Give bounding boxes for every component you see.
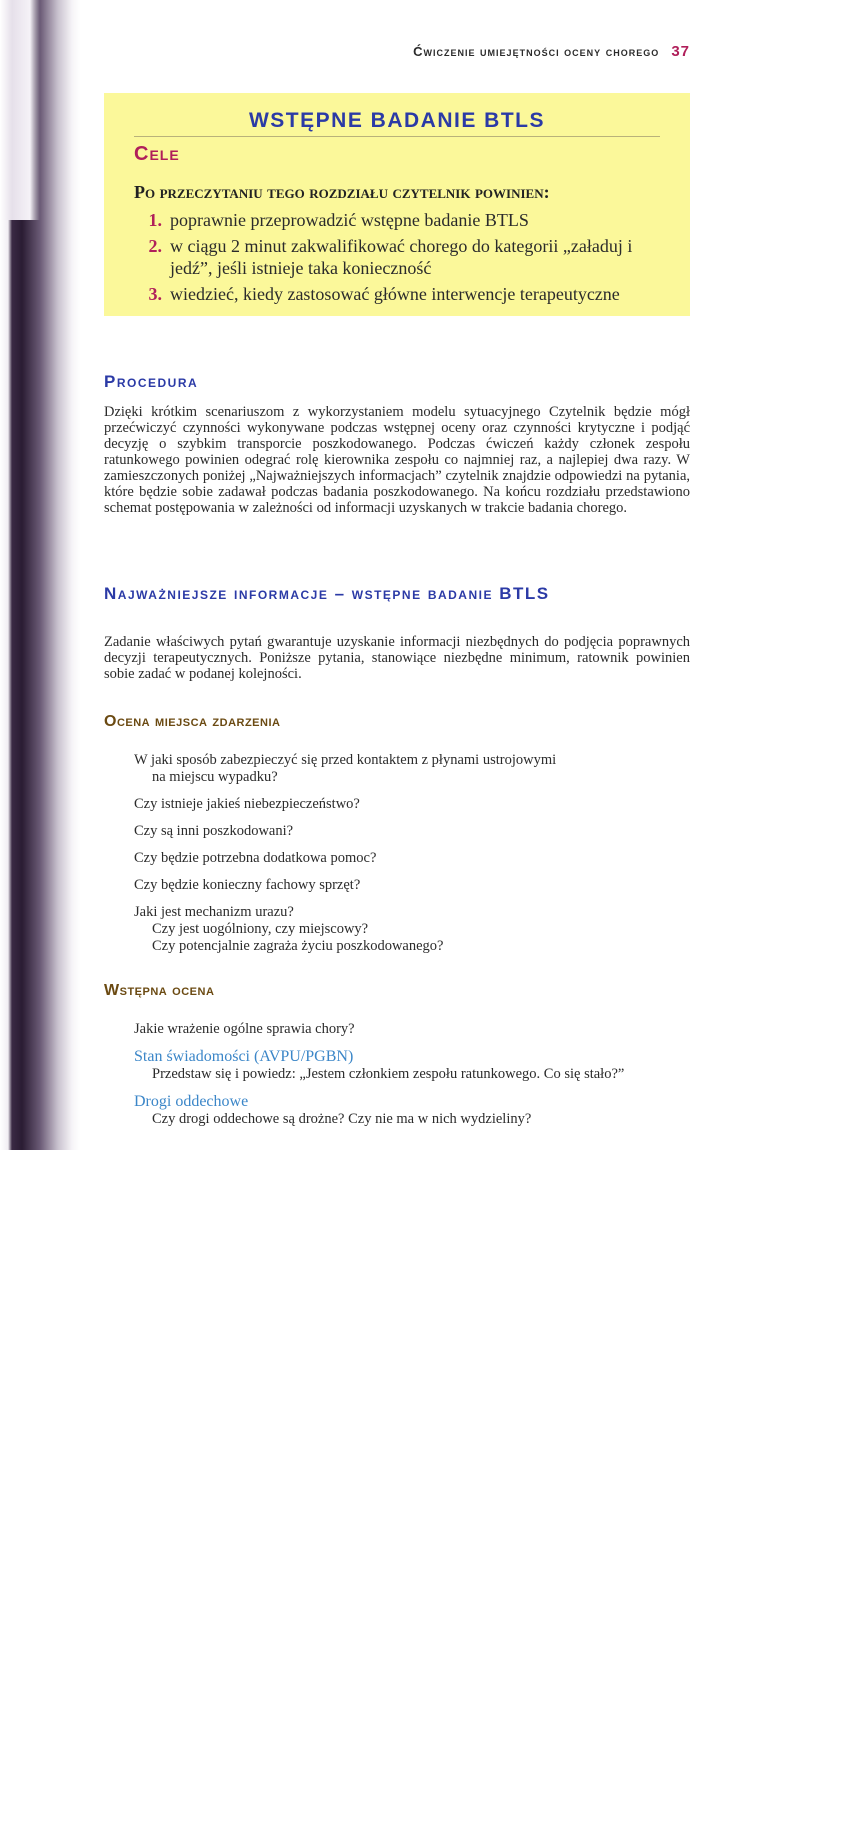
objective-text: wiedzieć, kiedy zastosować główne interwencje terapeutyczne bbox=[170, 284, 620, 304]
question-text-cont: na miejscu wypadku? bbox=[152, 769, 278, 785]
question-item: Czy istnieje jakieś niebezpieczeństwo? bbox=[134, 796, 360, 812]
question-subtext: Czy drogi oddechowe są drożne? Czy nie ma w nich wydzieliny? bbox=[152, 1111, 532, 1127]
objective-text: w ciągu 2 minut zakwalifikować chorego do kategorii „załaduj i jedź”, jeśli istnieje taka konieczność bbox=[170, 236, 633, 278]
objectives-list bbox=[134, 209, 660, 305]
subsection-label: Stan świadomości (AVPU/PGBN) bbox=[134, 1048, 354, 1065]
najwazniejsze-body: Zadanie właściwych pytań gwarantuje uzyskanie informacji niezbędnych do podjęcia poprawnych decyzji terapeutycznych. Poniższe pytania, stanowiące niezbędne minimum, ratownik powinien sobie zadać w podanej kolejności. bbox=[104, 634, 690, 682]
question-item: Czy będzie potrzebna dodatkowa pomoc? bbox=[134, 850, 377, 866]
subsection-label: Drogi oddechowe bbox=[134, 1093, 249, 1110]
question-subtext: Czy jest uogólniony, czy miejscowy? bbox=[152, 921, 369, 937]
question-subtext: Przedstaw się i powiedz: „Jestem członkiem zespołu ratunkowego. Co się stało?” bbox=[152, 1066, 625, 1082]
running-head bbox=[300, 43, 690, 60]
ocena-miejsca-heading: Ocena miejsca zdarzenia bbox=[104, 713, 281, 730]
objective-item bbox=[134, 235, 660, 279]
procedura-body: Dzięki krótkim scenariuszom z wykorzystaniem modelu sytuacyjnego Czytelnik będzie mógł przećwiczyć czynności wykonywane podczas wstępnej oceny oraz czynności krytyczne i podjąć decyzję o szybkim transporcie poszkodowanego. Podczas ćwiczeń każdy członek zespołu ratunkowego powinien odegrać rolę kierownika zespołu co najmniej raz, a najlepiej dwa razy. W zamieszczonych poniżej „Najważniejszych informacjach” czytelnik znajdzie odpowiedzi na pytania, które będzie sobie zadawał podczas badania poszkodowanego. Na końcu rozdziału przedstawiono schemat postępowania w zależności od informacji uzyskanych w trakcie badania chorego. bbox=[104, 404, 690, 516]
question-item bbox=[134, 752, 694, 786]
objective-item bbox=[134, 209, 660, 231]
ocena-miejsca-questions bbox=[134, 752, 694, 965]
objectives-lead: Po przeczytaniu tego rozdziału czytelnik powinien: bbox=[134, 182, 550, 202]
page-number: 37 bbox=[671, 43, 690, 60]
objectives-heading: Cele bbox=[134, 143, 180, 165]
question-item: Czy będzie konieczny fachowy sprzęt? bbox=[134, 877, 361, 893]
objectives-banner: WSTĘPNE BADANIE BTLS bbox=[134, 109, 660, 137]
objective-number: 3. bbox=[148, 284, 162, 304]
running-head-title: Ćwiczenie umiejętności oceny chorego bbox=[413, 44, 660, 59]
book-spine-highlight bbox=[0, 0, 40, 220]
wstepna-ocena-heading: Wstępna ocena bbox=[104, 982, 215, 999]
najwazniejsze-heading: Najważniejsze informacje – wstępne badanie BTLS bbox=[104, 584, 550, 603]
procedura-heading: Procedura bbox=[104, 372, 199, 391]
wstepna-ocena-questions bbox=[134, 1021, 694, 1138]
question-item: Czy są inni poszkodowani? bbox=[134, 823, 294, 839]
question-text: W jaki sposób zabezpieczyć się przed kontaktem z płynami ustrojowymi bbox=[134, 752, 557, 768]
objective-number: 1. bbox=[148, 210, 162, 230]
question-item bbox=[134, 904, 694, 955]
objective-number: 2. bbox=[148, 236, 162, 256]
question-item bbox=[134, 1093, 694, 1128]
question-text: Jaki jest mechanizm urazu? bbox=[134, 904, 294, 920]
objectives-box bbox=[104, 93, 690, 316]
question-item bbox=[134, 1048, 694, 1083]
question-subtext: Czy potencjalnie zagraża życiu poszkodowanego? bbox=[152, 938, 444, 954]
objective-item bbox=[134, 283, 660, 305]
objective-text: poprawnie przeprowadzić wstępne badanie BTLS bbox=[170, 210, 529, 230]
question-item: Jakie wrażenie ogólne sprawia chory? bbox=[134, 1021, 355, 1037]
